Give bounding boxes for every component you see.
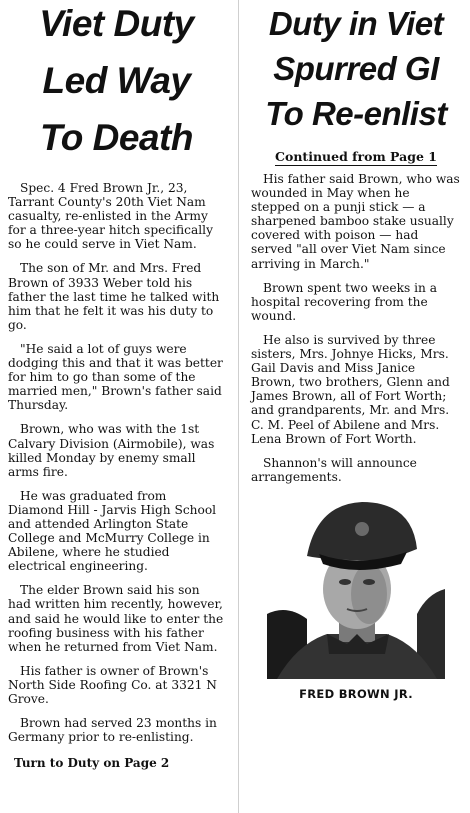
article-paragraph: Shannon's will announce arrangements. [251, 455, 417, 484]
right-headline-line: Duty in Viet [268, 5, 444, 42]
article-paragraph: The son of Mr. and Mrs. Fred Brown of 3933 Weber told his father the last time he talked with him that he felt it was his duty to go. [8, 261, 220, 332]
article-paragraph: Brown, who was with the 1st Calvary Division (Airmobile), was killed Monday by enemy small arms fire. [8, 422, 215, 479]
continued-from-text: Continued from Page 1 [275, 149, 437, 164]
left-headline-line: To Death [40, 117, 193, 158]
continuation-jump-line: Turn to Duty on Page 2 [14, 756, 170, 771]
left-headline-line: Led Way [42, 60, 191, 101]
article-paragraph: The elder Brown said his son had written him recently, however, and said he would like to enter the roofing business with his father when he returned from Viet Nam. [8, 583, 224, 654]
left-headline-line: Viet Duty [39, 3, 194, 44]
right-headline-line: To Re-enlist [265, 95, 447, 132]
photo-caption: FRED BROWN JR. [299, 686, 413, 701]
article-paragraph: He also is survived by three sisters, Mrs. Johnye Hicks, Mrs. Gail Davis and Miss Janice Brown, two brothers, Glenn and James Brown, all of Fort Worth; and grandparents, Mr. and Mrs. C. M. Peel of Abilene and Mrs. Lena Brown of Fort Worth. [251, 332, 450, 446]
soldier-portrait-photo [267, 494, 445, 679]
article-paragraph: His father said Brown, who was wounded in May when he stepped on a punji stick — a sharpened bamboo stake usually covered with poison — had served "all over Viet Nam since arriving in March." [251, 172, 460, 271]
article-paragraph: He was graduated from Diamond Hill - Jarvis High School and attended Arlington State College and McMurry College in Abilene, where he studied electrical engineering. [8, 488, 217, 574]
right-headline-line: Spurred GI [273, 50, 439, 87]
left-article [0, 0, 233, 780]
article-paragraph: Spec. 4 Fred Brown Jr., 23, Tarrant County's 20th Viet Nam casualty, re-enlisted in the Army for a three-year hitch specifically so he could serve in Viet Nam. [8, 181, 213, 252]
article-paragraph: Brown spent two weeks in a hospital recovering from the wound. [251, 280, 437, 323]
left-headline [8, 0, 225, 171]
article-paragraph: Brown had served 23 months in Germany prior to re-enlisting. [8, 716, 217, 745]
article-paragraph: His father is owner of Brown's North Side Roofing Co. at 3321 N Grove. [8, 663, 217, 706]
column-divider [238, 0, 239, 813]
right-article [245, 0, 467, 701]
right-headline [251, 0, 461, 135]
continued-from-label [251, 149, 461, 164]
left-article-body [8, 181, 225, 770]
article-paragraph: "He said a lot of guys were dodging this and that it was better for him to go than some of the married men," Brown's father said Thursday. [8, 341, 223, 413]
